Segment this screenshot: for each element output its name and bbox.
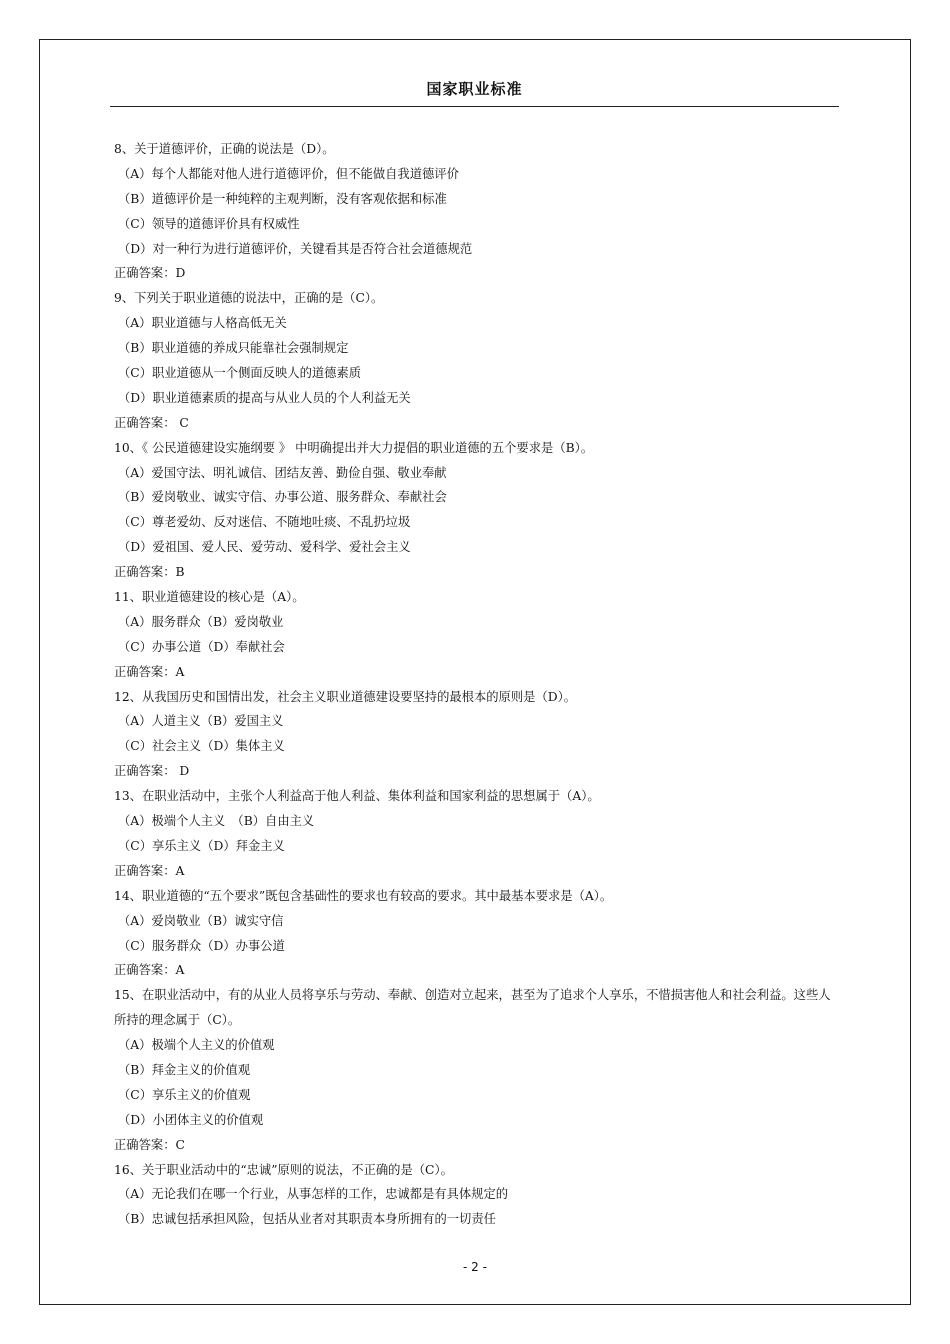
- answer-text: 正确答案：A: [114, 863, 185, 878]
- option-text: （C）办事公道（D）奉献社会: [118, 639, 285, 654]
- header-title: 国家职业标准: [426, 80, 523, 98]
- option-text: （A）极端个人主义 （B）自由主义: [118, 814, 315, 829]
- answer-text: 正确答案：C: [114, 1137, 185, 1152]
- option-text: （C）领导的道德评价具有权威性: [118, 216, 300, 231]
- answer-text: 正确答案：B: [114, 565, 185, 580]
- option-text: （B）道德评价是一种纯粹的主观判断，没有客观依据和标准: [118, 191, 447, 206]
- question-text: 12、从我国历史和国情出发，社会主义职业道德建设要坚持的最根本的原则是（D）。: [114, 689, 577, 704]
- option-text: （A）职业道德与人格高低无关: [118, 316, 287, 331]
- question-list: [114, 137, 842, 1232]
- option-text: （C）享乐主义（D）拜金主义: [118, 838, 285, 853]
- question-block: [114, 983, 842, 1157]
- question-block: [114, 784, 842, 884]
- answer-text: 正确答案：A: [114, 664, 185, 679]
- question-block: [114, 1158, 842, 1233]
- option-text: （B）忠诚包括承担风险，包括从业者对其职责本身所拥有的一切责任: [118, 1212, 496, 1227]
- question-text: 8、关于道德评价，正确的说法是（D）。: [114, 142, 335, 156]
- question-text: 15、在职业活动中，有的从业人员将享乐与劳动、奉献、创造对立起来，甚至为了追求个人享乐，不惜损害他人和社会利益。这些人所持的理念属于（C）。: [114, 988, 831, 1028]
- option-text: （C）服务群众（D）办事公道: [118, 938, 285, 953]
- option-text: （A）无论我们在哪一个行业，从事怎样的工作，忠诚都是有具体规定的: [118, 1187, 509, 1202]
- question-block: [114, 585, 842, 685]
- option-text: （A）爱岗敬业（B）诚实守信: [118, 913, 284, 928]
- question-block: [114, 685, 842, 785]
- option-text: （A）人道主义（B）爱国主义: [118, 714, 284, 729]
- answer-text: 正确答案： D: [114, 764, 190, 779]
- option-text: （C）社会主义（D）集体主义: [118, 739, 285, 754]
- option-text: （B）拜金主义的价值观: [118, 1062, 251, 1077]
- option-text: （C）享乐主义的价值观: [118, 1087, 251, 1102]
- option-text: （D）小团体主义的价值观: [118, 1112, 264, 1127]
- option-text: （B）爱岗敬业、诚实守信、办事公道、服务群众、奉献社会: [118, 490, 447, 505]
- page-header: [110, 78, 839, 107]
- option-text: （D）爱祖国、爱人民、爱劳动、爱科学、爱社会主义: [118, 540, 411, 555]
- question-text: 10、《 公民道德建设实施纲要 》 中明确提出并大力提倡的职业道德的五个要求是（B）。: [114, 440, 594, 455]
- option-text: （B）职业道德的养成只能靠社会强制规定: [118, 341, 349, 356]
- answer-text: 正确答案： C: [114, 415, 189, 430]
- question-text: 11、职业道德建设的核心是（A）。: [114, 590, 305, 605]
- question-text: 13、在职业活动中，主张个人利益高于他人利益、集体利益和国家利益的思想属于（A）。: [114, 789, 600, 804]
- question-text: 16、关于职业活动中的“忠诚”原则的说法，不正确的是（C）。: [114, 1162, 453, 1177]
- option-text: （C）职业道德从一个侧面反映人的道德素质: [118, 366, 362, 381]
- option-text: （D）职业道德素质的提高与从业人员的个人利益无关: [118, 390, 411, 405]
- page-number: - 2 -: [463, 1260, 487, 1274]
- answer-text: 正确答案：A: [114, 963, 185, 978]
- option-text: （A）每个人都能对他人进行道德评价，但不能做自我道德评价: [118, 166, 459, 181]
- option-text: （D）对一种行为进行道德评价，关键看其是否符合社会道德规范: [118, 241, 473, 256]
- option-text: （A）极端个人主义的价值观: [118, 1038, 275, 1053]
- option-text: （A）爱国守法、明礼诚信、团结友善、勤俭自强、敬业奉献: [118, 465, 447, 480]
- question-block: [114, 436, 842, 585]
- question-block: [114, 286, 842, 435]
- question-text: 14、职业道德的“五个要求”既包含基础性的要求也有较高的要求。其中最基本要求是（A）。: [114, 888, 613, 903]
- question-text: 9、下列关于职业道德的说法中，正确的是（C）。: [114, 291, 384, 306]
- option-text: （A）服务群众（B）爱岗敬业: [118, 614, 284, 629]
- answer-text: 正确答案：D: [114, 266, 186, 281]
- question-block: [114, 137, 842, 286]
- option-text: （C）尊老爱幼、反对迷信、不随地吐痰、不乱扔垃圾: [118, 515, 411, 530]
- question-block: [114, 884, 842, 984]
